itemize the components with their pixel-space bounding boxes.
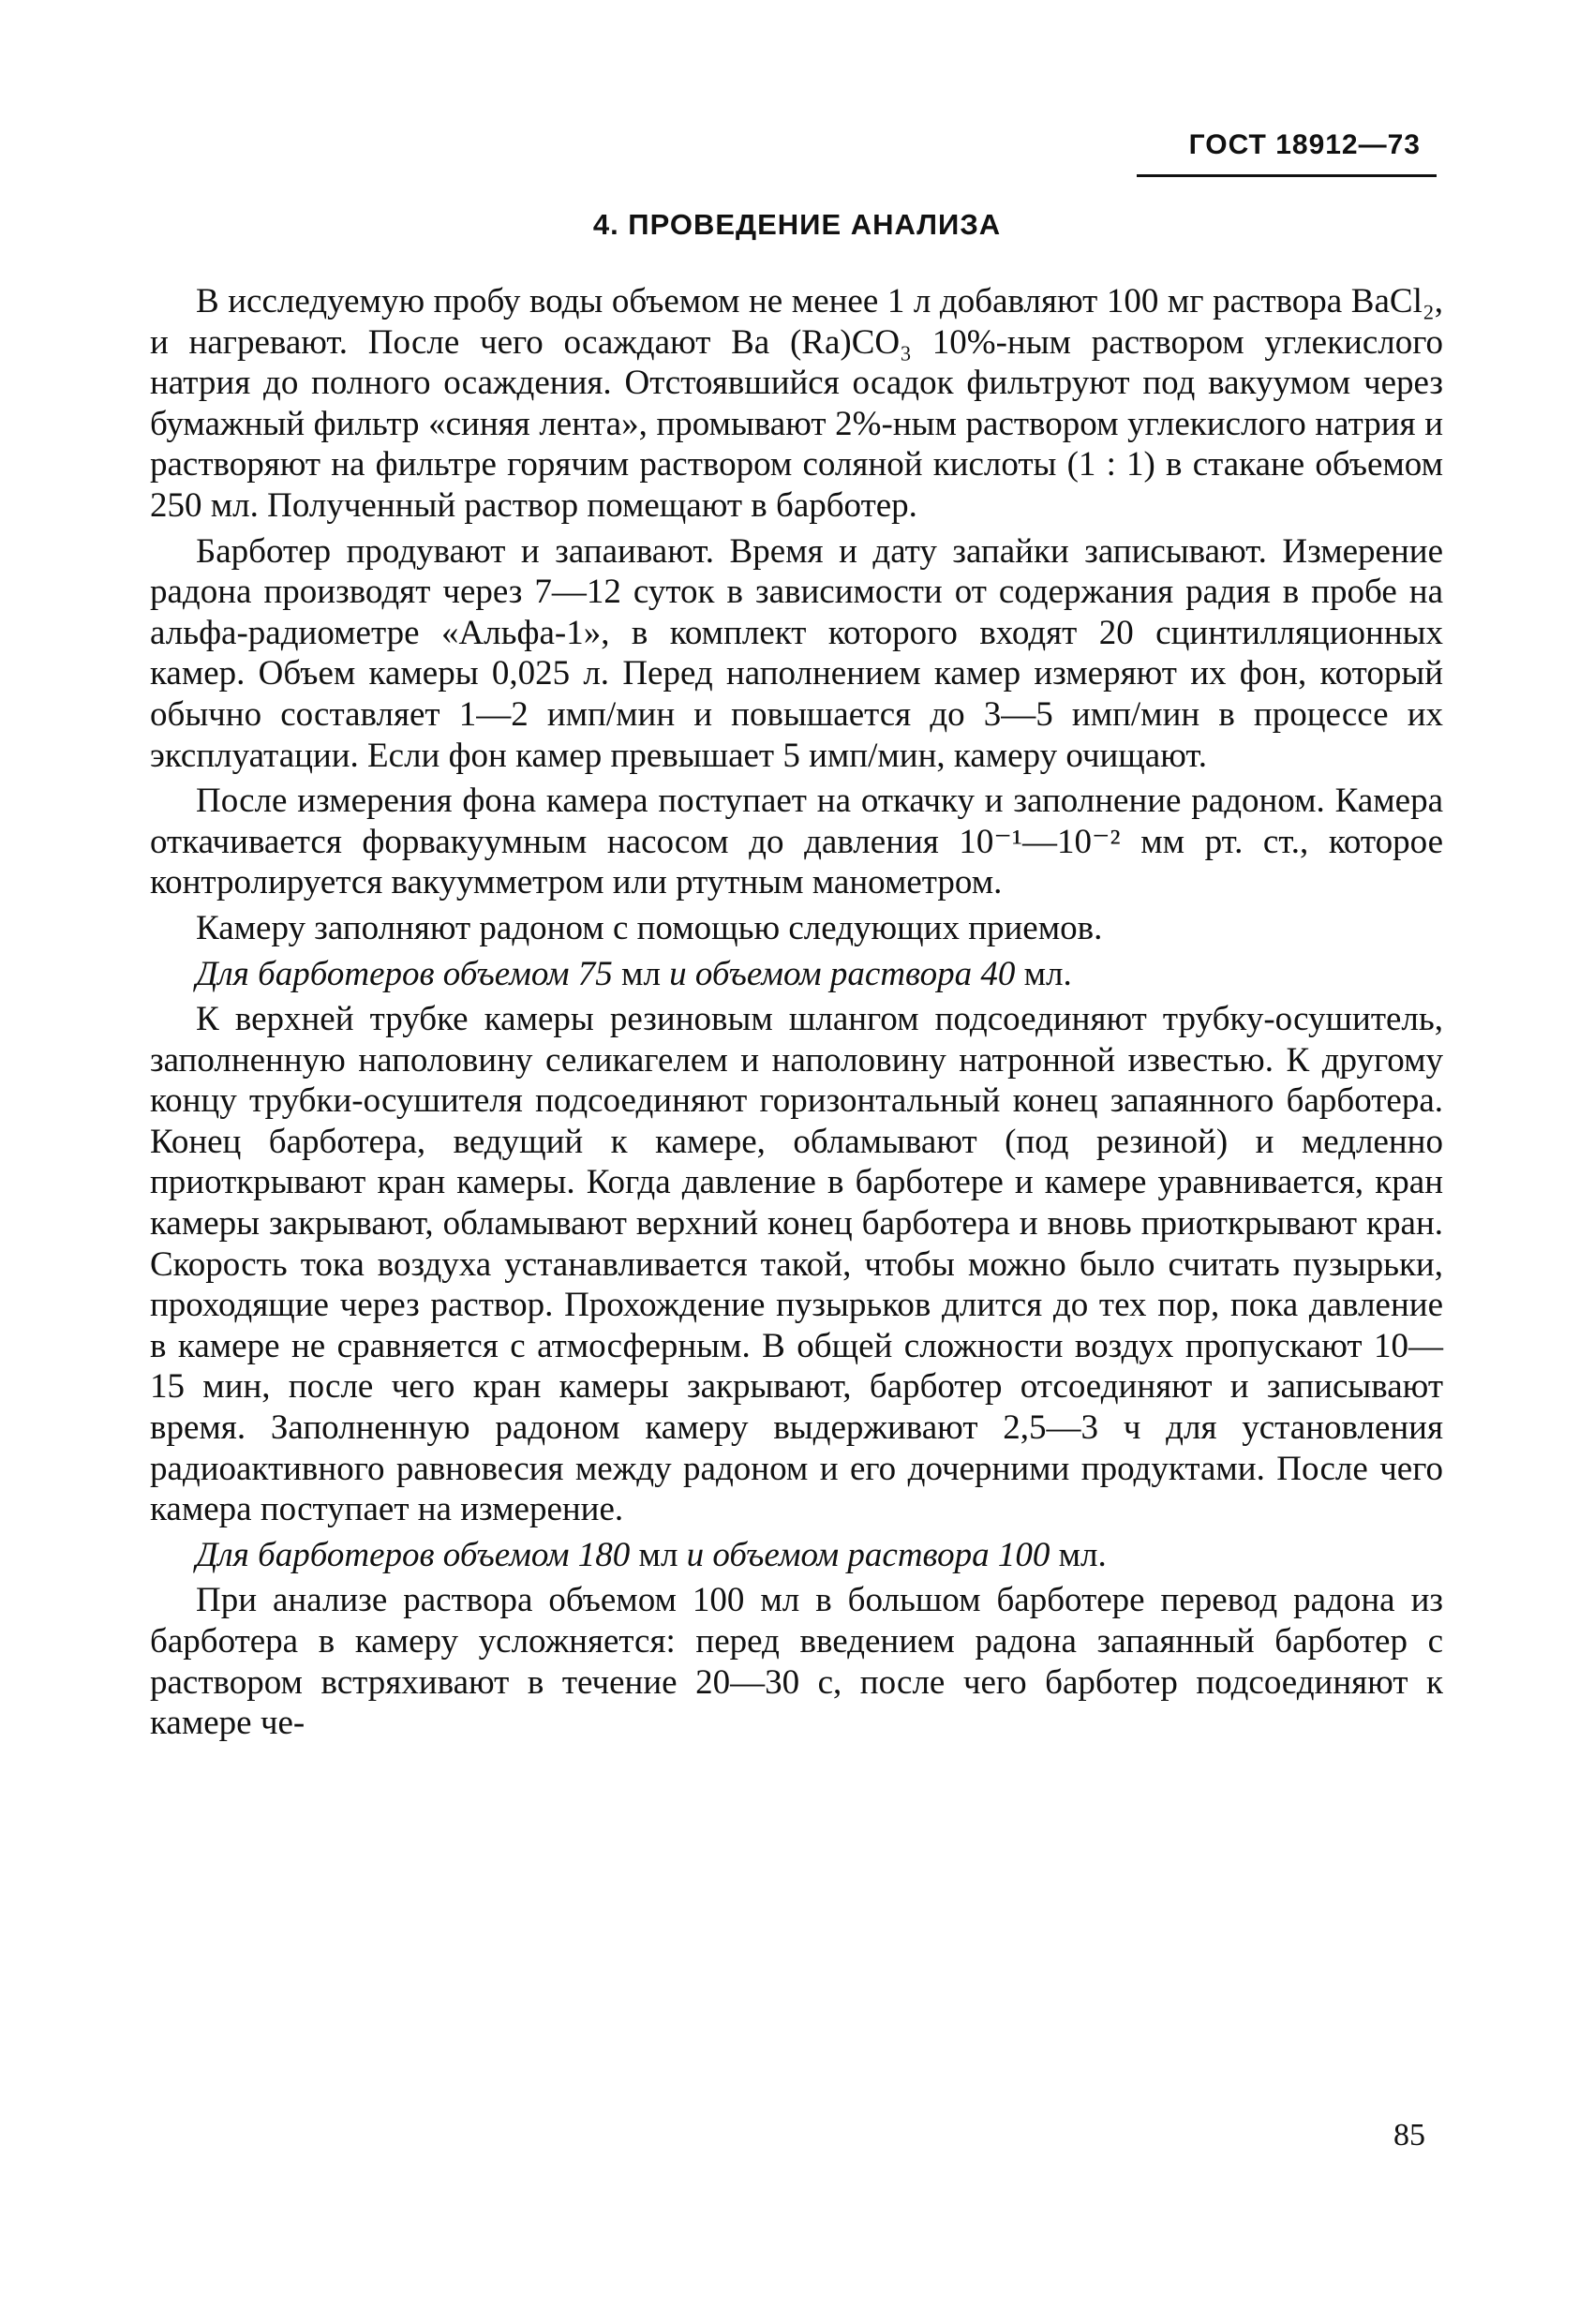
paragraph-8: При анализе раствора объемом 100 мл в большом барботере перевод радона из барботера в камеру усложняется: перед введением радона запаянный барботер с раствором встряхивают в течение 20—30 с, после чего барботер подсоединяют к камере че- [150,1581,1443,1743]
body-text [150,281,1443,1744]
paragraph-2: Барботер продувают и запаивают. Время и дату запайки записывают. Измерение радона производят через 7—12 суток в зависимости от содержания радия в пробе на альфа-радиометре «Альфа-1», в комплект которого входят 20 сцинтилляционных камер. Объем камеры 0,025 л. Перед наполнением камер измеряют их фон, который обычно составляет 1—2 имп/мин и повышается до 3—5 имп/мин в процессе их эксплуатации. Если фон камер превышает 5 имп/мин, камеру очищают. [150,531,1443,775]
subheading-180ml-unit-b: мл. [1050,1535,1107,1574]
subheading-75ml-unit-b: мл. [1015,954,1072,993]
subheading-180ml-unit-a: мл [630,1535,687,1574]
paragraph-6: К верхней трубке камеры резиновым шлангом подсоединяют трубку-осушитель, заполненную наполовину селикагелем и наполовину натронной известью. К другому концу трубки-осушителя подсоединяют горизонтальный конец запаянного барботера. Конец барботера, ведущий к камере, обламывают (под резиной) и медленно приоткрывают кран камеры. Когда давление в барботере и камере уравнивается, кран камеры закрывают, обламывают верхний конец барботера и вновь приоткрывают кран. Скорость тока воздуха устанавливается такой, чтобы можно было считать пузырьки, проходящие через раствор. Прохождение пузырьков длится до тех пор, пока давление в камере не сравняется с атмосферным. В общей сложности воздух пропускают 10—15 мин, после чего кран камеры закрывают, барботер отсоединяют и записывают время. Заполненную радоном камеру выдерживают 2,5—3 ч для установления радиоактивного равновесия между радоном и его дочерними продуктами. После чего камера поступает на измерение. [150,1000,1443,1529]
page-number: 85 [1393,2118,1425,2153]
subheading-75ml-text-a: Для барботеров объемом 75 [196,954,613,993]
subheading-75ml-unit-a: мл [612,954,670,993]
header-rule [1137,174,1437,177]
subheading-180ml [150,1535,1443,1576]
subheading-75ml-text-b: и объемом раствора 40 [669,954,1016,993]
paragraph-1: В исследуемую пробу воды объемом не менее 1 л добавляют 100 мг раствора BaCl₂, и нагревают. После чего осаждают Ba (Ra)CO₃ 10%-ным раствором углекислого натрия до полного осаждения. Отстоявшийся осадок фильтруют под вакуумом через бумажный фильтр «синяя лента», промывают 2%-ным раствором углекислого натрия и растворяют на фильтре горячим раствором соляной кислоты (1 : 1) в стакане объемом 250 мл. Полученный раствор помещают в барботер. [150,282,1443,525]
subheading-180ml-text-b: и объемом раствора 100 [686,1535,1050,1574]
document-code: ГОСТ 18912—73 [1188,129,1421,160]
paragraph-4: Камеру заполняют радоном с помощью следующих приемов. [196,908,1103,947]
subheading-180ml-text-a: Для барботеров объемом 180 [196,1535,631,1574]
subheading-75ml [150,954,1443,995]
section-title: 4. ПРОВЕДЕНИЕ АНАЛИЗА [592,208,1002,241]
paragraph-3: После измерения фона камера поступает на откачку и заполнение радоном. Камера откачивается форвакуумным насосом до давления 10⁻¹—10⁻² мм рт. ст., которое контролируется вакуумметром или ртутным манометром. [150,782,1443,902]
